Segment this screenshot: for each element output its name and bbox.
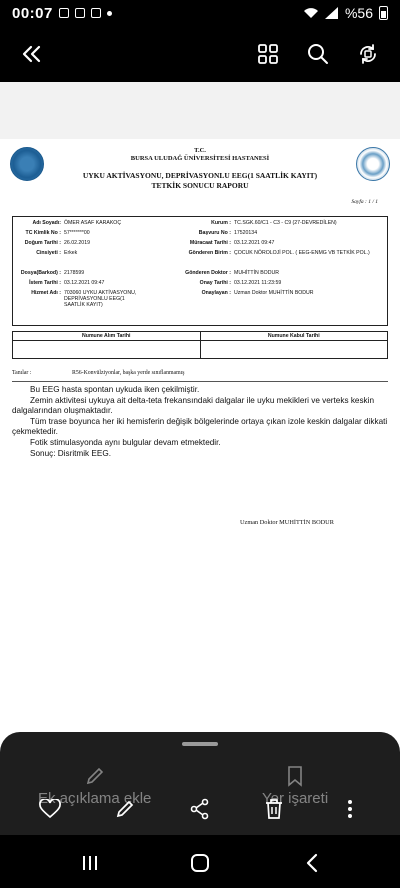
- gallery-notification-icon: [75, 8, 85, 18]
- report-header: [0, 139, 400, 199]
- system-navigation-bar: [0, 835, 400, 888]
- report-paragraph: Bu EEG hasta spontan uykuda iken çekilmiştir.: [30, 385, 200, 394]
- report-title: UYKU AKTİVASYONU, DEPRİVASYONLU EEG(1 SAATLİK KAYIT): [82, 171, 318, 180]
- grid-icon: [257, 43, 279, 65]
- field-request-date: İstem Tarihi : 03.12.2021 09:47: [29, 280, 105, 286]
- more-notifications-dot-icon: [107, 11, 112, 16]
- status-bar: [0, 0, 400, 26]
- action-row: [0, 794, 400, 824]
- university-logo: [10, 147, 44, 181]
- grid-view-button[interactable]: [252, 38, 284, 70]
- field-gender: Cinsiyeti : Erkek: [36, 250, 78, 256]
- field-tc-kimlik: TC Kimlik No : 57*******00: [25, 230, 90, 236]
- diagnoses: [12, 370, 184, 376]
- bottom-action-sheet: [0, 732, 400, 835]
- document-viewer[interactable]: [0, 82, 400, 732]
- delete-button[interactable]: [260, 795, 288, 823]
- field-birth-date: Doğum Tarihi : 26.02.2019: [24, 240, 90, 246]
- sheet-drag-handle[interactable]: [182, 742, 218, 746]
- field-application-no: Başvuru No : 17520134: [198, 230, 258, 236]
- signal-icon: [325, 7, 339, 19]
- more-options-button[interactable]: [336, 795, 364, 823]
- field-approval-date: Onay Tarihi : 03.12.2021 11:23:59: [199, 280, 282, 286]
- page-number: Sayfa : 1 / 1: [351, 199, 378, 205]
- home-button[interactable]: [186, 849, 214, 877]
- sample-accepted-header: Numune Kabul Tarihi: [267, 333, 320, 339]
- hospital-logo: [356, 147, 390, 181]
- document-page: [0, 139, 400, 799]
- edit-pencil-icon: [114, 798, 136, 820]
- add-note-label: Ek açıklama ekle: [38, 790, 152, 807]
- more-vertical-icon: [347, 799, 353, 819]
- patient-info-box: [12, 216, 388, 326]
- notification-icon: [59, 8, 69, 18]
- trash-icon: [264, 798, 284, 820]
- search-button[interactable]: [302, 38, 334, 70]
- report-paragraph: Fotik stimulasyonda aynı bulgular devam etmektedir.: [30, 437, 221, 447]
- diagnoses-label: Tanılar :: [12, 370, 32, 376]
- wifi-icon: [303, 7, 319, 19]
- battery-icon: [379, 6, 388, 20]
- field-institution: Kurum : TC.SGK.60/C1 - C3 - C9 (27-DEVREDİLEN): [211, 220, 337, 226]
- field-service: Hizmet Adı : 703060 UYKU AKTİVASYONU, DEPRİVASYONLU EEG(1 SAATLİK KAYIT): [31, 290, 137, 308]
- top-toolbar: [0, 26, 400, 82]
- recent-apps-button[interactable]: [76, 849, 104, 877]
- field-name: Adı Soyadı: ÖMER ASAF KARAKOÇ: [32, 220, 122, 226]
- field-sending-doctor: Gönderen Doktor : MUHİTTİN BODUR: [185, 270, 279, 276]
- recent-apps-icon: [81, 854, 99, 872]
- share-icon: [189, 798, 211, 820]
- rotate-button[interactable]: [352, 38, 384, 70]
- header-university: BURSA ULUDAĞ ÜNİVERSİTESİ HASTANESİ: [130, 155, 270, 162]
- divider: [12, 381, 388, 382]
- double-chevron-left-icon: [21, 45, 43, 63]
- diagnoses-value: R56-Konvülziyonlar, başka yerde sınıflanmamış: [72, 370, 185, 376]
- message-notification-icon: [91, 8, 101, 18]
- bookmark-label: Yer işareti: [262, 790, 329, 807]
- report-signature: Uzman Doktor MUHİTTİN BODUR: [240, 519, 334, 526]
- rotate-icon: [357, 43, 379, 65]
- field-barcode: Dosya(Barkod) : 2178599: [20, 270, 85, 276]
- search-icon: [307, 43, 329, 65]
- sample-taken-cell: [13, 341, 201, 358]
- sample-taken-header: Numune Alım Tarihi: [13, 332, 201, 340]
- sample-accepted-cell: [201, 341, 388, 358]
- pencil-icon: [84, 765, 106, 787]
- field-approver: Onaylayan : Uzman Doktor MUHİTTİN BODUR: [201, 290, 314, 296]
- edit-button[interactable]: [111, 795, 139, 823]
- report-subtitle: TETKİK SONUCU RAPORU: [151, 181, 249, 190]
- report-paragraph: Tüm trase boyunca her iki hemisferin değişik bölgelerinde ortaya çıkan izole keskin dalgalar dikkati çekmektedir.: [12, 416, 388, 437]
- home-icon: [190, 853, 210, 873]
- status-time: 00:07: [12, 4, 53, 22]
- back-button[interactable]: [16, 38, 48, 70]
- chevron-left-icon: [305, 853, 319, 873]
- report-body: [12, 385, 388, 459]
- heart-icon: [39, 799, 61, 819]
- battery-percent: %56: [344, 5, 373, 21]
- field-admission-date: Müracaat Tarihi : 03.12.2021 09:47: [189, 240, 275, 246]
- back-nav-button[interactable]: [298, 849, 326, 877]
- report-paragraph: Sonuç: Disritmik EEG.: [30, 448, 111, 458]
- field-sending-unit: Gönderen Birim : ÇOCUK NÖROLOJİ POL. ( EEG-ENMG VB TETKİK POL.): [188, 250, 370, 256]
- sample-dates-table: [12, 331, 388, 359]
- share-button[interactable]: [186, 795, 214, 823]
- bookmark-icon: [286, 765, 304, 787]
- favorite-button[interactable]: [36, 795, 64, 823]
- header-tc: T.C.: [194, 147, 206, 154]
- report-paragraph: Zemin aktivitesi uykuya ait delta-teta frekansındaki dalgalar ile uyku mekikleri ve verteks keskin dalgalarından oluşmaktadır.: [12, 395, 375, 416]
